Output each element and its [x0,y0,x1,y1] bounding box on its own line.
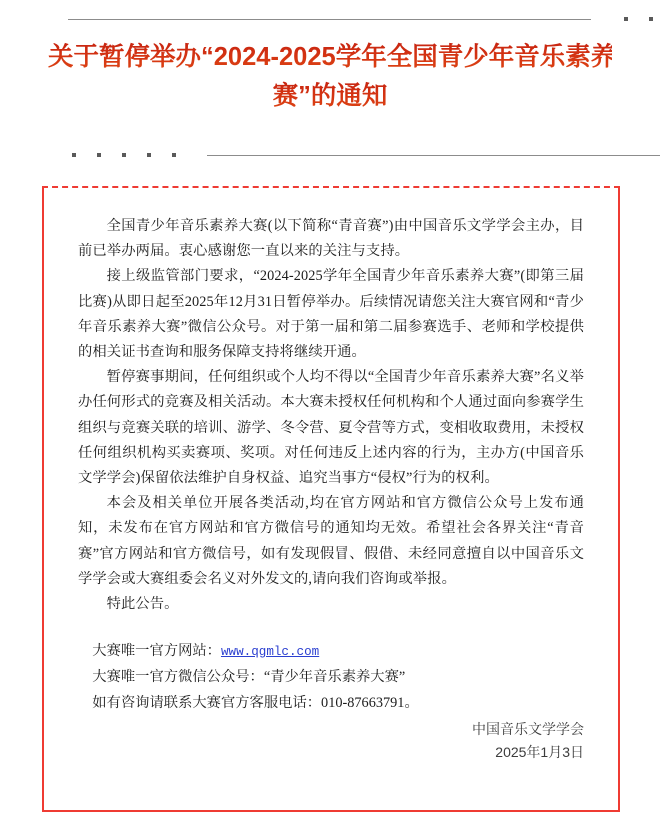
service-phone-line: 如有咨询请联系大赛官方客服电话：010-87663791。 [92,694,419,711]
decoration-square-icon [649,17,653,21]
notice-paragraph: 全国青少年音乐素养大赛(以下简称“青音赛”)由中国音乐文学学会主办，目前已举办两届。衷心感谢您一直以来的关注与支持。 [78,218,584,260]
page-title-line-2: 赛”的通知 [48,77,612,116]
header-decoration-bottom [0,148,660,162]
decoration-square-icon [172,153,176,157]
header-decoration-top [0,12,660,26]
signature-date: 2025年1月3日 [495,744,584,760]
official-website-label: 大赛唯一官方网站： [92,643,221,660]
signature-block [472,718,584,764]
page-title-line-1: 关于暂停举办“2024-2025学年全国青少年音乐素养大 [48,38,612,77]
decoration-square-icon [624,17,628,21]
notice-paragraph: 接上级监管部门要求，“2024-2025学年全国青少年音乐素养大赛”(即第三届比赛)从即日起至2025年12月31日暂停举办。后续情况请您关注大赛官网和“青少年音乐素养大赛”微信公众号。对于第一届和第二届参赛选手、老师和学校提供的相关证书查询和服务保障支持将继续开通。 [78,268,584,361]
official-wechat-line: 大赛唯一官方微信公众号：“青少年音乐素养大赛” [92,669,406,686]
notice-closing-statement: 特此公告。 [106,596,179,613]
decoration-squares-group [72,153,197,157]
decoration-rule-icon [68,19,591,20]
official-website-line [78,639,584,665]
contact-information [78,639,584,716]
decoration-square-icon [147,153,151,157]
signature-organization: 中国音乐文学学会 [472,721,584,737]
notice-frame [42,186,620,812]
decoration-rule-icon [207,155,660,156]
decoration-square-icon [122,153,126,157]
decoration-square-icon [72,153,76,157]
notice-body [44,188,618,810]
notice-paragraph: 本会及相关单位开展各类活动,均在官方网站和官方微信公众号上发布通知，未发布在官方网站和官方微信号的通知均无效。希望社会各界关注“青音赛”官方网站和官方微信号，如有发现假冒、假借、未经同意擅自以中国音乐文学学会或大赛组委会名义对外发文的,请向我们咨询或举报。 [78,495,584,587]
notice-paragraph: 暂停赛事期间，任何组织或个人均不得以“全国青少年音乐素养大赛”名义举办任何形式的竞赛及相关活动。本大赛未授权任何机构和个人通过面向参赛学生组织与竞赛关联的培训、游学、冬令营、夏令营等方式，变相收取费用，未授权任何组织机构买卖赛项、奖项。对任何违反上述内容的行为，主办方(中国音乐文学学会)保留依法维护自身权益、追究当事方“侵权”行为的权利。 [78,369,584,487]
decoration-squares-group [603,17,660,21]
page-title [48,38,642,116]
decoration-square-icon [97,153,101,157]
official-website-link[interactable]: www.qgmlc.com [220,645,320,660]
